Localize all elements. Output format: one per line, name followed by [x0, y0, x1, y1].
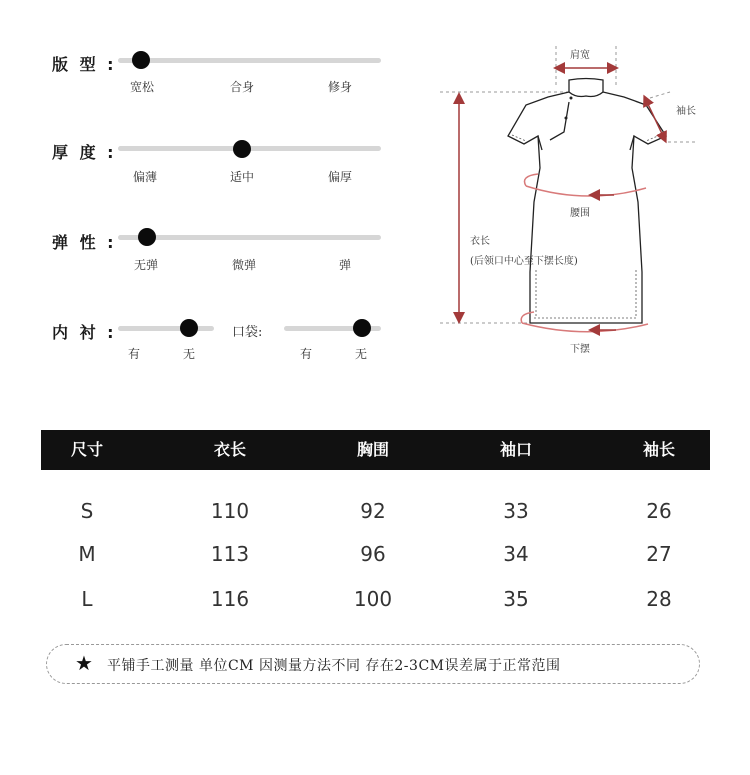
cell-chest: 96	[360, 542, 386, 566]
hem-ellipse-front	[522, 323, 648, 332]
length-label: 衣长	[470, 236, 490, 247]
thickness-label: 厚 度 :	[52, 143, 117, 162]
elasticity-option-none: 无弹	[134, 258, 159, 272]
garment-outline	[508, 79, 666, 324]
fit-label: 版 型 :	[52, 55, 117, 74]
elasticity-option-slight: 微弹	[232, 258, 257, 272]
thickness-option-medium: 适中	[230, 170, 255, 184]
note-text: 平铺手工测量 单位CM 因测量方法不同 存在2-3CM误差属于正常范围	[107, 658, 561, 674]
cell-length: 113	[210, 542, 250, 566]
elasticity-knob	[138, 228, 156, 246]
pocket-knob	[353, 319, 371, 337]
header-cuff: 袖口	[499, 440, 532, 459]
fit-option-slim: 修身	[328, 80, 353, 94]
shoulder-label: 肩宽	[570, 50, 590, 61]
elasticity-option-stretch: 弹	[339, 258, 352, 272]
lining-option-no: 无	[183, 347, 196, 361]
cell-cuff: 35	[503, 587, 529, 611]
lining-track	[118, 326, 214, 331]
front-button-icon	[565, 117, 568, 120]
fit-option-regular: 合身	[230, 80, 255, 94]
collar-button-icon	[570, 97, 573, 100]
thickness-knob	[233, 140, 251, 158]
cell-cuff: 33	[503, 499, 529, 523]
fit-track	[118, 58, 381, 63]
lining-option-yes: 有	[128, 347, 141, 361]
thickness-option-thin: 偏薄	[133, 170, 158, 184]
waist-label: 腰围	[570, 208, 590, 219]
fit-option-loose: 宽松	[130, 80, 155, 94]
header-sleeve: 袖长	[642, 440, 675, 459]
cell-sleeve: 28	[646, 587, 672, 611]
cell-cuff: 34	[503, 542, 529, 566]
cell-chest: 92	[360, 499, 386, 523]
elasticity-track	[118, 235, 381, 240]
cell-length: 110	[210, 499, 250, 523]
header-length: 衣长	[213, 440, 246, 459]
thickness-option-thick: 偏厚	[328, 170, 353, 184]
cell-length: 116	[210, 587, 250, 611]
pocket-option-yes: 有	[300, 347, 313, 361]
header-size: 尺寸	[70, 440, 103, 459]
qipao-measurement-diagram	[438, 40, 702, 370]
lining-knob	[180, 319, 198, 337]
cell-size: S	[80, 499, 94, 523]
sleeve-label: 袖长	[676, 106, 696, 117]
cell-size: L	[81, 587, 93, 611]
header-chest: 胸围	[356, 440, 389, 459]
cell-sleeve: 26	[646, 499, 672, 523]
cell-chest: 100	[353, 587, 393, 611]
elasticity-label: 弹 性 :	[52, 233, 117, 252]
measurement-note	[46, 644, 700, 684]
cell-sleeve: 27	[646, 542, 672, 566]
length-note: (后领口中心至下摆长度)	[470, 256, 578, 267]
pocket-label: 口袋:	[232, 325, 263, 340]
waist-ellipse-back	[525, 174, 539, 186]
pocket-option-no: 无	[355, 347, 368, 361]
hem-label: 下摆	[570, 344, 590, 355]
size-table-header	[41, 430, 710, 470]
cell-size: M	[78, 542, 96, 566]
fit-knob	[132, 51, 150, 69]
star-icon: ★	[75, 651, 93, 675]
lining-label: 内 衬 :	[52, 323, 117, 342]
